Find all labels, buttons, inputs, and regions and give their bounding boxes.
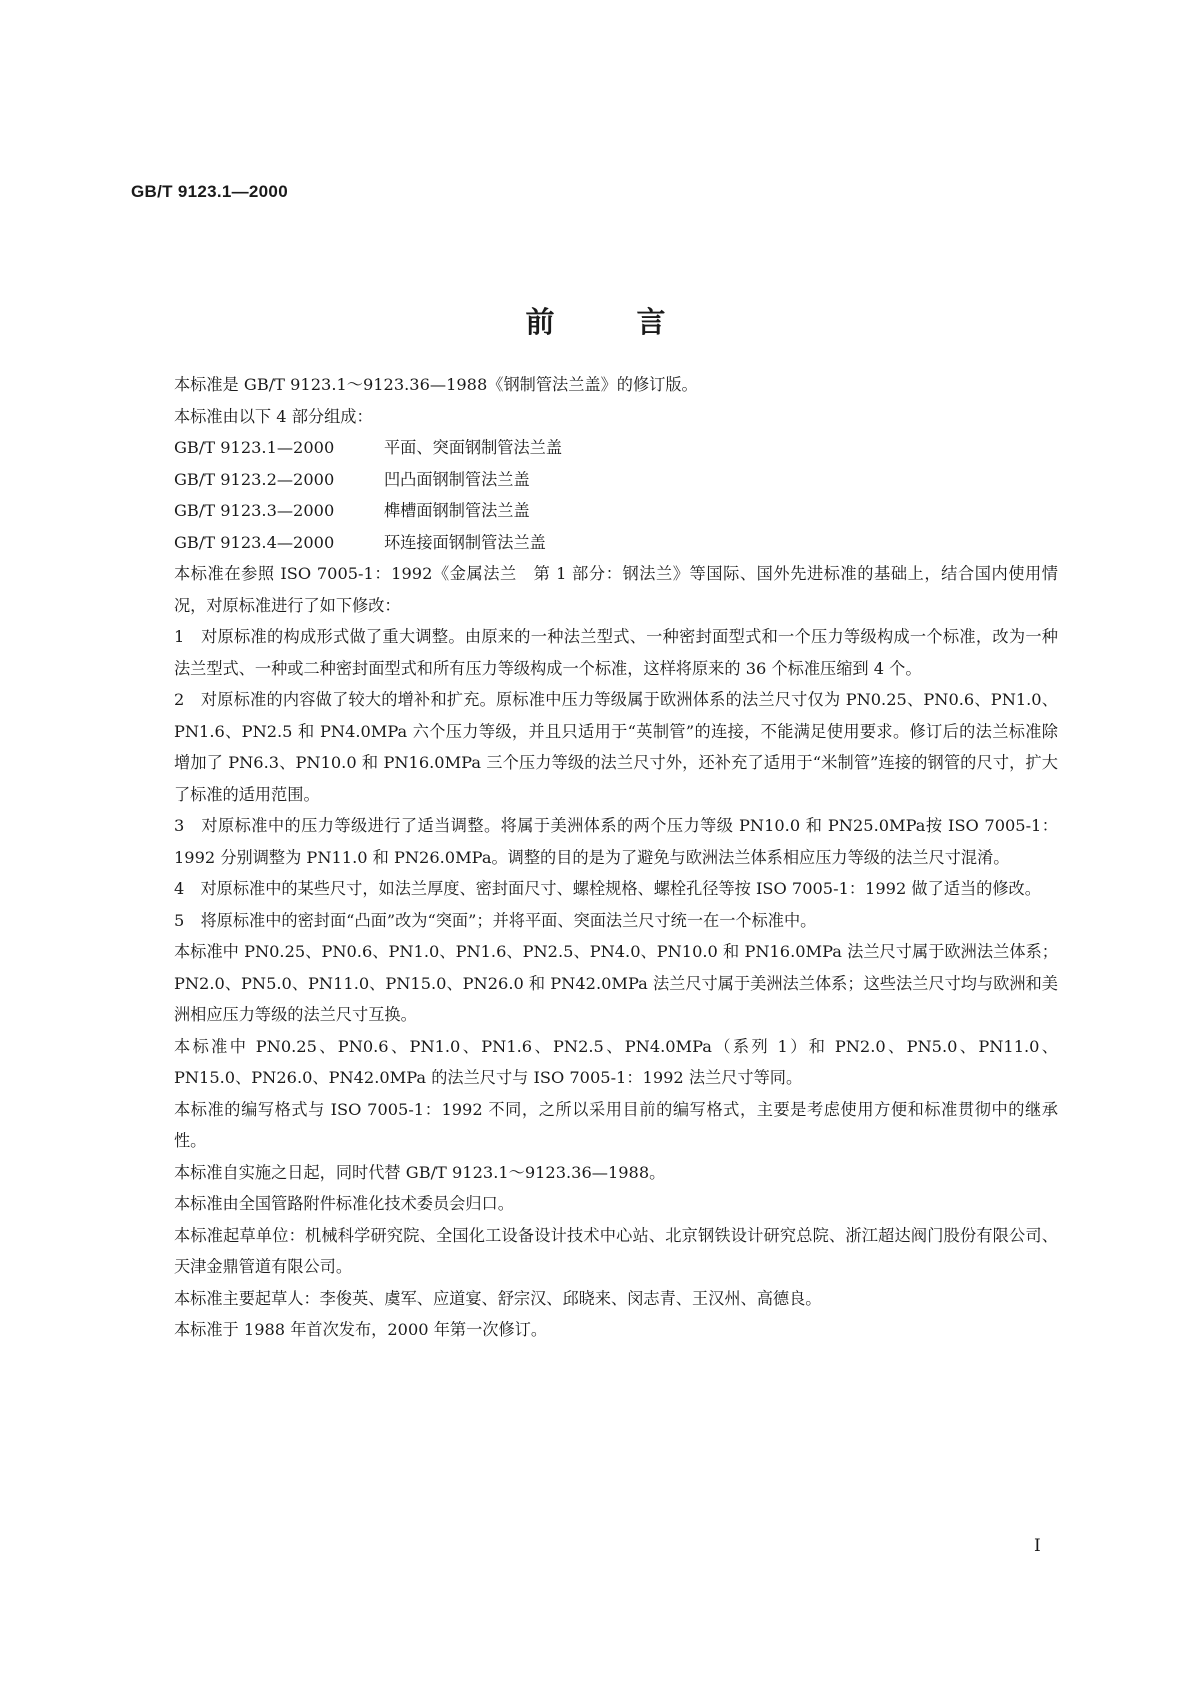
body-paragraph: 本标准于 1988 年首次发布，2000 年第一次修订。 (174, 1320, 548, 1339)
intro-paragraph: 本标准由以下 4 部分组成： (174, 406, 373, 426)
body-paragraph: 2 对原标准的内容做了较大的增补和扩充。原标准中压力等级属于欧洲体系的法兰尺寸仅为 PN0.25、PN0.6、PN1.0、PN1.6、PN2.5 和 PN4.0MPa 六个压力等级，并且只适用于“英制管”的连接，不能满足使用要求。修订后的法兰标准除增加了 PN6.3、PN10.0 和 PN16.0MPa 三个压力等级的法兰尺寸外，还补充了适用于“米制管”连接的钢管的尺寸，扩大了标准的适用范围。 (174, 690, 1058, 804)
part-name: 凹凸面钢制管法兰盖 (384, 469, 530, 489)
preface-body (174, 369, 1058, 1346)
title-char-2: 言 (636, 305, 666, 339)
page-title (0, 300, 1191, 341)
body-paragraph: 本标准在参照 ISO 7005-1：1992《金属法兰 第 1 部分：钢法兰》等国际、国外先进标准的基础上，结合国内使用情况，对原标准进行了如下修改： (174, 564, 1058, 615)
body-paragraph: 本标准由全国管路附件标准化技术委员会归口。 (174, 1194, 514, 1213)
body-paragraph: 1 对原标准的构成形式做了重大调整。由原来的一种法兰型式、一种密封面型式和一个压力等级构成一个标准，改为一种法兰型式、一种或二种密封面型式和所有压力等级构成一个标准，这样将原来的 36 个标准压缩到 4 个。 (174, 627, 1058, 678)
part-list-item (174, 495, 1058, 527)
body-paragraph: 本标准起草单位：机械科学研究院、全国化工设备设计技术中心站、北京钢铁设计研究总院、浙江超达阀门股份有限公司、天津金鼎管道有限公司。 (174, 1225, 1058, 1276)
title-char-1: 前 (525, 305, 555, 339)
part-list-item (174, 527, 1058, 559)
intro-paragraph: 本标准是 GB/T 9123.1～9123.36—1988《钢制管法兰盖》的修订版。 (174, 375, 698, 394)
part-name: 平面、突面钢制管法兰盖 (384, 438, 563, 457)
part-list-item (174, 432, 1058, 464)
body-paragraph: 本标准中 PN0.25、PN0.6、PN1.0、PN1.6、PN2.5、PN4.0、PN10.0 和 PN16.0MPa 法兰尺寸属于欧洲法兰体系；PN2.0、PN5.0、PN11.0、PN15.0、PN26.0 和 PN42.0MPa 法兰尺寸属于美洲法兰体系；这些法兰尺寸均与欧洲和美洲相应压力等级的法兰尺寸互换。 (174, 942, 1058, 1024)
body-paragraph: 本标准中 PN0.25、PN0.6、PN1.0、PN1.6、PN2.5、PN4.0MPa（系列 1）和 PN2.0、PN5.0、PN11.0、PN15.0、PN26.0、PN42.0MPa 的法兰尺寸与 ISO 7005-1：1992 法兰尺寸等同。 (174, 1036, 1058, 1087)
body-paragraph: 本标准自实施之日起，同时代替 GB/T 9123.1～9123.36—1988。 (174, 1162, 666, 1182)
body-paragraph: 3 对原标准中的压力等级进行了适当调整。将属于美洲体系的两个压力等级 PN10.0 和 PN25.0MPa按 ISO 7005-1：1992 分别调整为 PN11.0 和 PN26.0MPa。调整的目的是为了避免与欧洲法兰体系相应压力等级的法兰尺寸混淆。 (174, 816, 1058, 867)
part-code: GB/T 9123.2—2000 (174, 469, 335, 489)
part-list-item (174, 464, 1058, 496)
body-paragraph: 5 将原标准中的密封面“凸面”改为“突面”；并将平面、突面法兰尺寸统一在一个标准中。 (174, 910, 817, 930)
part-code: GB/T 9123.4—2000 (174, 532, 335, 552)
part-name: 榫槽面钢制管法兰盖 (384, 501, 530, 520)
standard-id-header: GB/T 9123.1—2000 (131, 182, 288, 201)
part-code: GB/T 9123.1—2000 (174, 438, 335, 457)
body-paragraph: 4 对原标准中的某些尺寸，如法兰厚度、密封面尺寸、螺栓规格、螺栓孔径等按 ISO 7005-1：1992 做了适当的修改。 (174, 879, 1041, 898)
part-code: GB/T 9123.3—2000 (174, 501, 335, 520)
part-name: 环连接面钢制管法兰盖 (384, 532, 546, 552)
page-number: I (1034, 1536, 1041, 1556)
body-paragraph: 本标准主要起草人：李俊英、虞军、应道宴、舒宗汉、邱晓来、闵志青、王汉州、高德良。 (174, 1288, 822, 1308)
body-paragraph: 本标准的编写格式与 ISO 7005-1：1992 不同，之所以采用目前的编写格式，主要是考虑使用方便和标准贯彻中的继承性。 (174, 1099, 1058, 1150)
